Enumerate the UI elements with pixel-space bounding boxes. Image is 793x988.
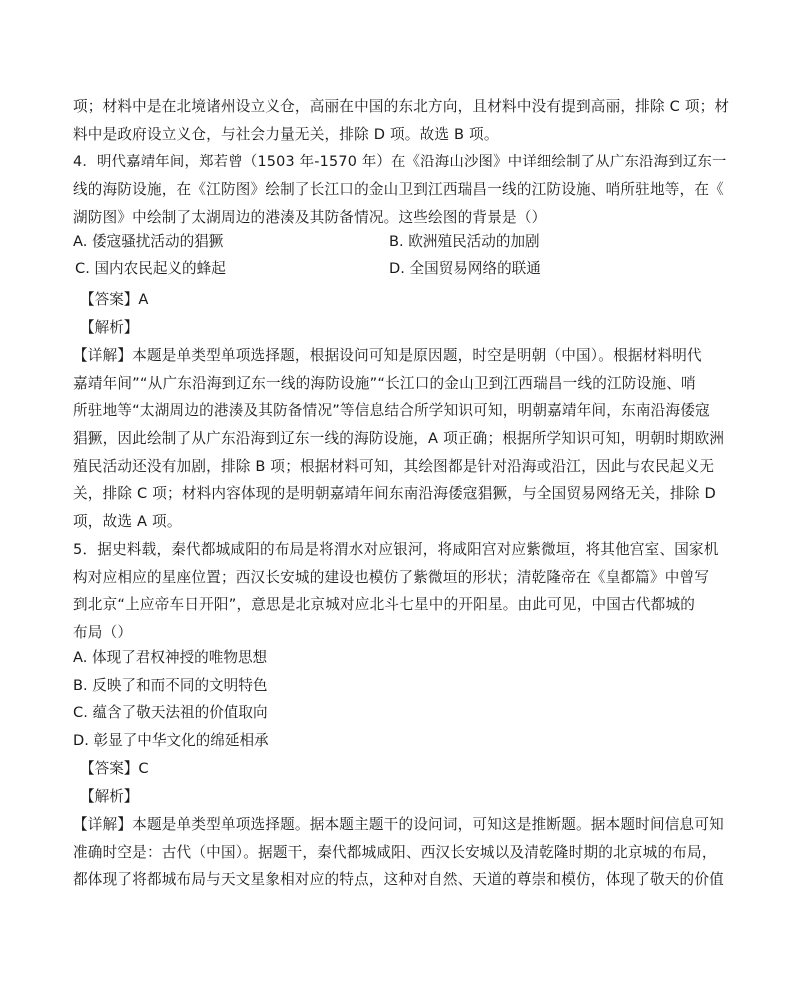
- q4-detail-line: 项，故选 A 项。: [73, 513, 182, 530]
- q4-option-c: C. 国内农民起义的蜂起: [75, 260, 226, 277]
- q5-option-a: A. 体现了君权神授的唯物思想: [73, 649, 268, 666]
- q5-option-b: B. 反映了和而不同的文明特色: [73, 677, 268, 694]
- q4-detail-line: 关，排除 C 项；材料内容体现的是明朝嘉靖年间东南沿海倭寇猖獗，与全国贸易网络无关，排除 D: [73, 485, 716, 502]
- q4-stem-line: 湖防图》中绘制了太湖周边的港湊及其防备情况。这些绘图的背景是（）: [73, 209, 547, 226]
- q4-detail-line: 猖獗，因此绘制了从广东沿海到辽东一线的海防设施，A 项正确；根据所学知识可知，明朝时期欧洲: [73, 430, 725, 447]
- q4-analysis-heading: 【解析】: [80, 319, 139, 336]
- q5-answer: 【答案】C: [80, 760, 149, 777]
- q5-option-c: C. 蕴含了敬天法祖的价值取向: [73, 704, 268, 721]
- q5-detail-line: 【详解】本题是单类型单项选择题。据本题主题干的设问词，可知这是推断题。据本题时间信息可知: [73, 816, 724, 833]
- q4-stem-line: 4．明代嘉靖年间，郑若曾（1503 年-1570 年）在《沿海山沙图》中详细绘制了从广东沿海到辽东一: [73, 154, 727, 170]
- q4-answer: 【答案】A: [80, 291, 149, 308]
- q4-option-b: B. 欧洲殖民活动的加剧: [389, 233, 540, 250]
- q4-stem-line: 线的海防设施，在《江防图》绘制了长江口的金山卫到江西瑞昌一线的江防设施、哨所驻地等，在《: [73, 181, 724, 198]
- q4-option-d: D. 全国贸易网络的联通: [389, 260, 541, 277]
- q5-stem-line: 构对应相应的星座位置；西汉长安城的建设也模仿了紫微垣的形状；清乾隆帝在《皇都篇》中曾写: [73, 569, 710, 586]
- q5-detail-line: 都体现了将都城布局与天文星象相对应的特点，这种对自然、天道的尊崇和模仿，体现了敬天的价值: [73, 871, 724, 888]
- q5-stem-line: 布局（）: [73, 624, 133, 641]
- q5-option-d: D. 彰显了中华文化的绵延相承: [73, 732, 269, 749]
- q4-detail-line: 殖民活动还没有加剧，排除 B 项；根据材料可知，其绘图都是针对沿海或沿江，因此与农民起义无: [73, 458, 715, 475]
- q5-analysis-heading: 【解析】: [80, 788, 139, 805]
- q4-option-a: A. 倭寇骚扰活动的猖獗: [73, 233, 224, 250]
- q3-explanation-line: 料中是政府设立义仓，与社会力量无关，排除 D 项。故选 B 项。: [73, 126, 499, 143]
- q3-explanation-line: 项；材料中是在北境诸州设立义仓，高丽在中国的东北方向，且材料中没有提到高丽，排除 C 项；材: [73, 98, 730, 115]
- q5-stem-line: 5．据史料载，秦代都城咸阳的布局是将渭水对应银河，将咸阳宫对应紫微垣，将其他宫室、国家机: [73, 541, 719, 558]
- q4-detail-line: 所驻地等“太湖周边的港湊及其防备情况”等信息结合所学知识可知，明朝嘉靖年间，东南沿海倭寇: [73, 402, 710, 419]
- q5-detail-line: 准确时空是：古代（中国）。据题干，秦代都城咸阳、西汉长安城以及清乾隆时期的北京城的布局，: [73, 844, 717, 861]
- q4-detail-line: 嘉靖年间”“从广东沿海到辽东一线的海防设施”“长江口的金山卫到江西瑞昌一线的江防设施、哨: [73, 375, 696, 392]
- q5-stem-line: 到北京“上应帝车日开阳”，意思是北京城对应北斗七星中的开阳星。由此可见，中国古代都城的: [73, 596, 696, 613]
- q4-detail-line: 【详解】本题是单类型单项选择题，根据设问可知是原因题，时空是明朝（中国）。根据材料明代: [73, 347, 702, 364]
